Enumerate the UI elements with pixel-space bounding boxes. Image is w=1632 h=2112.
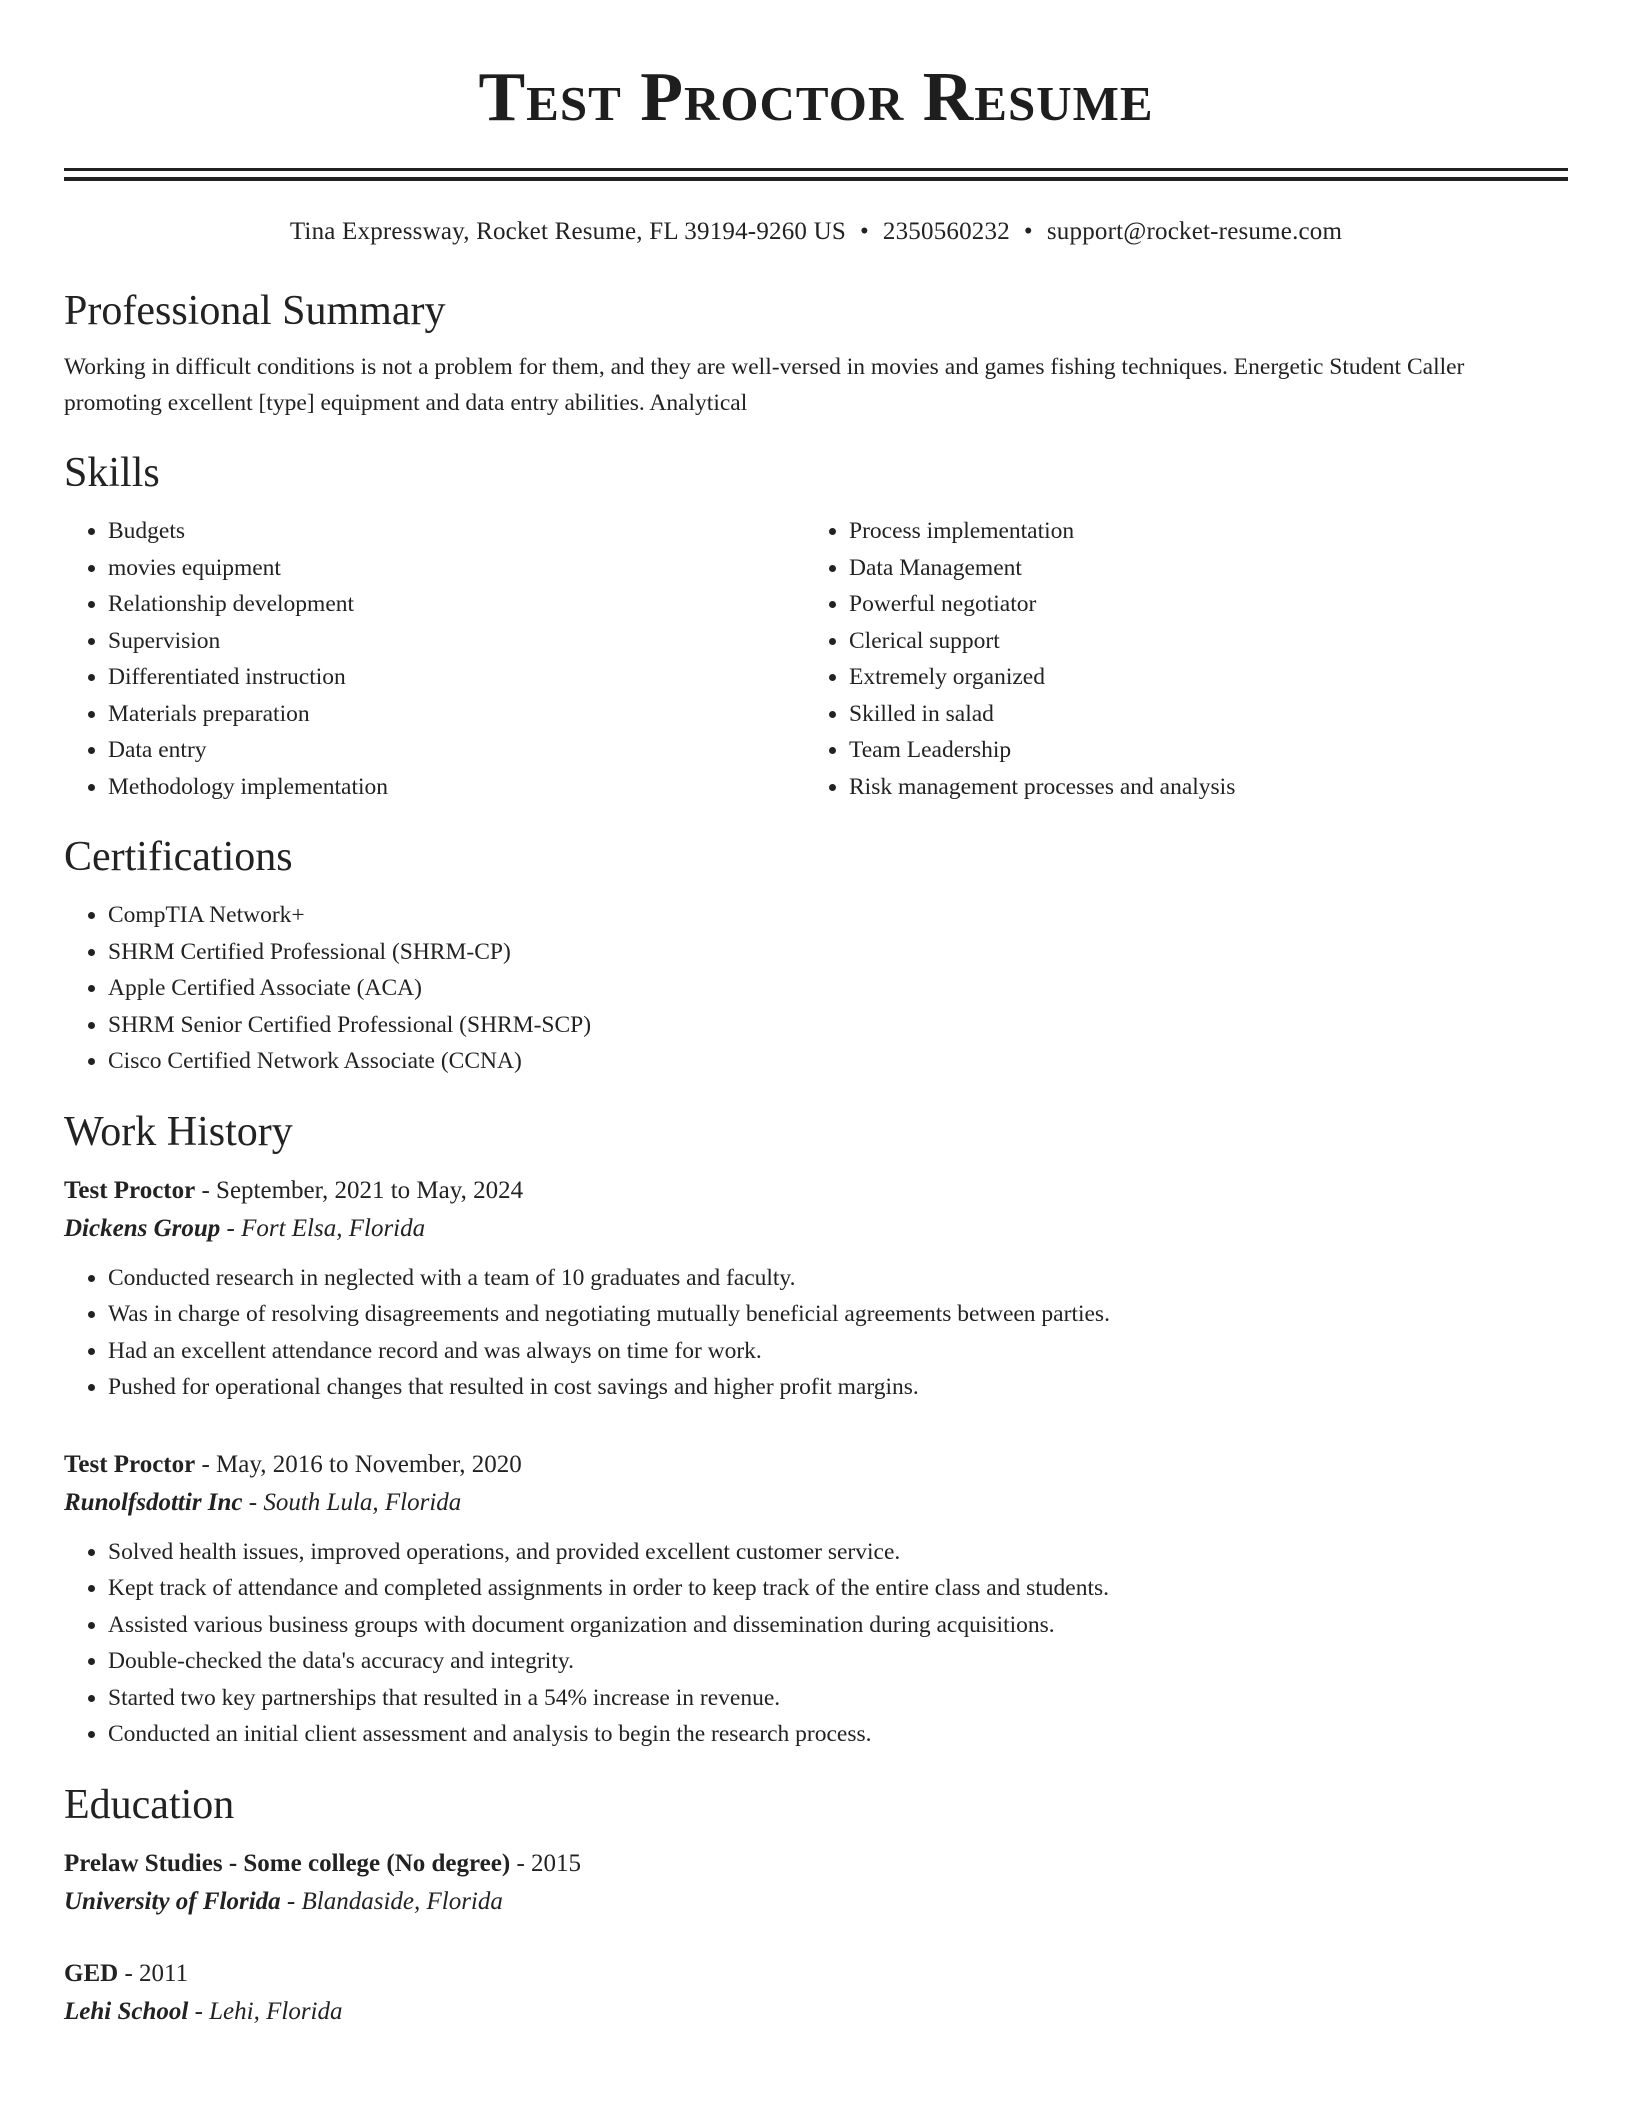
job-bullet: • Double-checked the data's accuracy and integrity. [108,1643,1568,1680]
certifications-list [64,897,1568,1080]
job-title-line [64,1446,1568,1484]
skills-grid [64,499,1568,805]
contact-line [64,215,1568,249]
summary-heading: Professional Summary [64,288,446,334]
work-history-heading: Work History [64,1108,293,1155]
job-company-line [64,1210,1568,1248]
job-title: Test Proctor [64,1176,196,1204]
skills-list-right [805,513,1546,805]
certification-item: • Cisco Certified Network Associate (CCNA) [108,1043,1568,1080]
certification-item: • SHRM Certified Professional (SHRM-CP) [108,934,1568,971]
education-degree-line [64,1955,1568,1993]
certification-item: • CompTIA Network+ [108,897,1568,934]
skill-item: • movies equipment [108,550,805,587]
skills-heading: Skills [64,450,160,496]
skill-item: • Process implementation [849,513,1546,550]
job-title-line [64,1172,1568,1210]
skills-section [64,447,1568,805]
job-location: - Fort Elsa, Florida [220,1214,426,1242]
education-location: - Blandaside, Florida [280,1887,503,1915]
certifications-section [64,831,1568,1080]
skill-item: • Methodology implementation [108,769,805,806]
education-school-line [64,1993,1568,2031]
job-bullets [64,1260,1568,1406]
education-year: - 2015 [510,1849,582,1877]
job-bullet: • Pushed for operational changes that resulted in cost savings and higher profit margins. [108,1369,1568,1406]
contact-phone: 2350560232 [882,218,1010,245]
education-degree: GED [64,1959,119,1987]
job-company: Dickens Group [64,1214,221,1242]
skill-item: • Extremely organized [849,659,1546,696]
education-degree-line [64,1845,1568,1883]
certification-item: • SHRM Senior Certified Professional (SHRM-SCP) [108,1007,1568,1044]
skill-item: • Powerful negotiator [849,586,1546,623]
skill-item: • Budgets [108,513,805,550]
education-heading: Education [64,1781,235,1828]
skill-item: • Supervision [108,623,805,660]
skill-item: • Data Management [849,550,1546,587]
skill-item: • Team Leadership [849,732,1546,769]
education-degree: Prelaw Studies - Some college (No degree) [64,1849,511,1877]
job-bullet: • Was in charge of resolving disagreements and negotiating mutually beneficial agreements between parties. [108,1296,1568,1333]
education-location: - Lehi, Florida [188,1997,343,2025]
education-entry [64,1845,1568,1921]
education-year: - 2011 [118,1959,189,1987]
skill-item: • Skilled in salad [849,696,1546,733]
job-bullet: • Started two key partnerships that resulted in a 54% increase in revenue. [108,1680,1568,1717]
skill-item: • Data entry [108,732,805,769]
skill-item: • Relationship development [108,586,805,623]
skills-list-left [64,513,805,805]
summary-text: Working in difficult conditions is not a problem for them, and they are well-versed in movies and games fishing techniques. Energetic Student Caller promoting excellent [type] equipment and data entry abilities. Analytical [64,354,1465,416]
contact-separator: • [1023,218,1033,245]
education-school: University of Florida [64,1887,281,1915]
job-dates: - May, 2016 to November, 2020 [195,1450,522,1478]
job-bullet: • Solved health issues, improved operations, and provided excellent customer service. [108,1534,1568,1571]
education-entry [64,1955,1568,2031]
education-section [64,1779,1568,2031]
education-school: Lehi School [64,1997,189,2025]
summary-section [64,285,1568,421]
resume-title: Test Proctor Resume [478,59,1154,136]
job-bullet: • Assisted various business groups with document organization and dissemination during acquisitions. [108,1607,1568,1644]
title-rule-bottom [64,177,1568,181]
contact-address: Tina Expressway, Rocket Resume, FL 39194-9260 US [289,218,846,245]
education-school-line [64,1883,1568,1921]
job-bullet: • Had an excellent attendance record and was always on time for work. [108,1333,1568,1370]
job-location: - South Lula, Florida [242,1488,462,1516]
work-history-section [64,1106,1568,1753]
skill-item: • Materials preparation [108,696,805,733]
skill-item: • Differentiated instruction [108,659,805,696]
job-entry [64,1172,1568,1406]
job-bullets [64,1534,1568,1753]
job-entry [64,1446,1568,1753]
job-bullet: • Kept track of attendance and completed assignments in order to keep track of the entire class and students. [108,1570,1568,1607]
job-title: Test Proctor [64,1450,196,1478]
job-dates: - September, 2021 to May, 2024 [195,1176,524,1204]
contact-separator: • [859,218,869,245]
job-bullet: • Conducted an initial client assessment and analysis to begin the research process. [108,1716,1568,1753]
title-rule-top [64,168,1568,171]
certifications-heading: Certifications [64,834,293,880]
job-bullet: • Conducted research in neglected with a team of 10 graduates and faculty. [108,1260,1568,1297]
skill-item: • Risk management processes and analysis [849,769,1546,806]
skill-item: • Clerical support [849,623,1546,660]
contact-email: support@rocket-resume.com [1046,218,1343,245]
certification-item: • Apple Certified Associate (ACA) [108,970,1568,1007]
job-company: Runolfsdottir Inc [64,1488,243,1516]
job-company-line [64,1484,1568,1522]
